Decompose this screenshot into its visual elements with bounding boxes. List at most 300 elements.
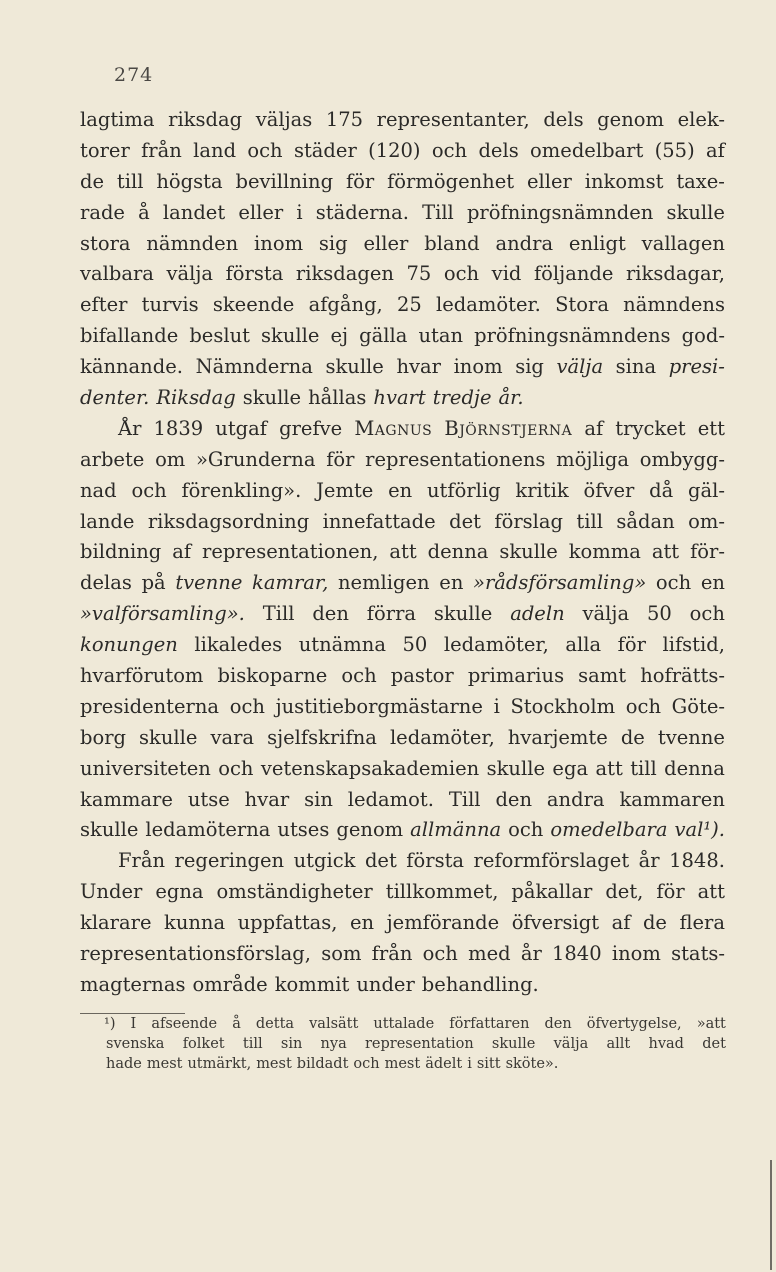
word: representanter,: [376, 108, 530, 131]
text-line: [80, 167, 725, 198]
word: reformförslaget: [473, 849, 630, 873]
footnote-word: sin: [280, 1036, 303, 1052]
word: inom: [453, 355, 503, 379]
word: påkallar: [511, 880, 593, 904]
word: (55): [654, 138, 695, 162]
text-line: [80, 692, 725, 723]
word: eller: [363, 231, 409, 255]
word: pröfningsnämndens: [474, 324, 671, 348]
word: utan: [418, 324, 464, 348]
word: de: [80, 169, 105, 193]
word: i: [296, 200, 303, 224]
body-text: [80, 105, 725, 1001]
word: om-: [688, 509, 725, 533]
word: Björnstjerna: [444, 416, 573, 440]
word: ledamöter.: [436, 293, 541, 317]
text-line: [80, 630, 725, 661]
word: nämndens: [623, 293, 725, 317]
word: skulle: [261, 324, 320, 348]
footnote-word: folket: [182, 1036, 225, 1052]
word: representationsförslag,: [80, 942, 311, 966]
word: utgaf: [215, 416, 267, 440]
word: för: [326, 447, 355, 471]
word: skulle: [433, 602, 493, 626]
word: kommit: [274, 972, 350, 996]
footnote-word: ¹): [104, 1016, 116, 1032]
word: tredje: [432, 386, 492, 410]
word: 1839: [153, 416, 204, 440]
footnote-word: välja: [553, 1036, 589, 1052]
footnote-word: hvad: [648, 1036, 684, 1052]
word: taxe-: [676, 169, 725, 193]
word: första: [225, 262, 284, 286]
word: som: [321, 942, 362, 966]
word: alla: [565, 633, 602, 657]
word: sjelfskrifna: [267, 725, 377, 749]
word: utgick: [293, 849, 356, 873]
footnote-word: uttalade: [373, 1016, 435, 1032]
word: 1848.: [669, 849, 725, 873]
text-line: [80, 785, 725, 816]
word: att: [595, 756, 623, 780]
word: presidenterna: [80, 694, 220, 718]
word: representationen,: [202, 540, 379, 564]
word: skulle: [666, 200, 725, 224]
word: nad: [80, 478, 117, 502]
footnote-word: allt: [606, 1036, 631, 1052]
word: omständigheter: [216, 880, 373, 904]
word: det,: [605, 880, 644, 904]
word: afgång,: [308, 293, 383, 317]
word: 50: [402, 633, 428, 657]
word: af: [706, 138, 725, 162]
word: riksdagsordning: [147, 509, 310, 533]
word: representationens: [365, 447, 546, 471]
word: till: [630, 756, 657, 780]
word: ombygg-: [639, 447, 725, 471]
word: flera: [679, 911, 725, 935]
footnote-word: i: [467, 1056, 472, 1072]
footnote-word: afseende: [151, 1016, 218, 1032]
word: då: [649, 478, 674, 502]
text-line: [80, 321, 725, 352]
text-line: [80, 908, 725, 939]
word: komma: [568, 540, 641, 564]
word: kamrar,: [252, 571, 329, 595]
word: välja: [582, 602, 630, 626]
word: utförlig: [427, 478, 501, 502]
word: stora: [80, 231, 131, 255]
word: arbete: [80, 447, 145, 471]
word: »Grunderna: [196, 447, 316, 471]
word: och: [443, 262, 480, 286]
footnote-word: sköte».: [505, 1056, 559, 1072]
word: en: [350, 911, 375, 935]
word: land: [193, 138, 237, 162]
word: hofrätts-: [640, 664, 725, 688]
word: möjliga: [556, 447, 629, 471]
word: skulle: [486, 756, 546, 780]
word: 25: [396, 293, 422, 317]
word: efter: [80, 293, 128, 317]
word: första: [406, 849, 465, 873]
footnote-word: bildadt: [296, 1056, 349, 1072]
word: hvarjemte: [507, 725, 608, 749]
word: och: [247, 138, 283, 162]
word: en: [700, 571, 725, 595]
word: och: [422, 942, 458, 966]
word: tvenne: [175, 571, 243, 595]
word: gäl-: [687, 478, 725, 502]
text-line: [80, 198, 725, 229]
footnote-word: den: [544, 1016, 572, 1032]
word: riksdagen: [295, 262, 394, 286]
word: utses: [277, 818, 330, 842]
text-line: [80, 507, 725, 538]
word: Riksdag: [156, 386, 236, 410]
word: magternas: [80, 972, 186, 996]
word: nemligen: [337, 571, 430, 595]
text-line: [80, 939, 725, 970]
word: och: [431, 138, 468, 162]
text-line: [80, 229, 725, 260]
word: kännande.: [80, 355, 183, 379]
word: ledamöter,: [443, 633, 549, 657]
word: ej: [330, 324, 349, 348]
word: År: [118, 416, 142, 440]
word: 1840: [551, 942, 602, 966]
word: inom: [254, 231, 304, 255]
word: vid: [491, 262, 522, 286]
text-line: [80, 599, 725, 630]
word: valbara: [80, 262, 154, 286]
footnote-line: [104, 1014, 726, 1034]
word: »valförsamling».: [80, 602, 245, 626]
word: »rådsförsamling»: [473, 571, 647, 595]
word: följande: [533, 262, 614, 286]
footnote-word: å: [232, 1016, 241, 1032]
word: delas: [80, 571, 132, 595]
footnote: [106, 1014, 726, 1074]
word: skulle: [139, 725, 198, 749]
word: genom: [336, 818, 404, 842]
word: från: [141, 138, 182, 162]
word: dels: [478, 138, 519, 162]
word: skulle: [325, 355, 384, 379]
word: utse: [187, 787, 230, 811]
word: inkomst: [584, 169, 664, 193]
text-line: [80, 259, 725, 290]
word: för: [617, 633, 646, 657]
word: kritik: [515, 478, 569, 502]
word: den: [495, 787, 533, 811]
word: andra: [495, 231, 554, 255]
word: år: [638, 849, 660, 873]
word: val¹).: [674, 818, 725, 842]
word: lande: [80, 509, 135, 533]
word: hållas: [308, 386, 367, 410]
word: eller: [527, 169, 572, 193]
word: omedelbart: [530, 138, 644, 162]
word: kammaren: [619, 787, 725, 811]
word: ledamot.: [347, 787, 434, 811]
word: högsta: [156, 169, 223, 193]
word: grefve: [279, 416, 343, 440]
text-line: [80, 476, 725, 507]
text-line: [80, 815, 725, 846]
text-line: [80, 414, 725, 445]
word: vetenskapsakademien: [260, 756, 480, 780]
word: beslut: [189, 324, 250, 348]
word: att: [389, 540, 417, 564]
word: samt: [578, 664, 627, 688]
word: hvarförutom: [80, 664, 204, 688]
word: ega: [552, 756, 589, 780]
footnote-word: valsätt: [309, 1016, 359, 1032]
footnote-word: »att: [696, 1016, 726, 1032]
word: under: [356, 972, 415, 996]
footnote-word: hade: [106, 1056, 142, 1072]
word: andra: [546, 787, 605, 811]
text-line: [80, 970, 725, 1001]
footnote-word: skulle: [491, 1036, 536, 1052]
word: pastor: [390, 664, 454, 688]
word: och: [131, 478, 167, 502]
text-line: [80, 136, 725, 167]
word: till: [576, 509, 603, 533]
footnote-word: och: [353, 1056, 380, 1072]
word: adeln: [510, 602, 565, 626]
text-line: [80, 754, 725, 785]
word: klarare: [80, 911, 152, 935]
word: 50: [646, 602, 672, 626]
word: och: [229, 694, 265, 718]
word: tvenne: [657, 725, 725, 749]
footnote-word: ädelt: [425, 1056, 463, 1072]
word: Till: [262, 602, 295, 626]
word: uppfattas,: [237, 911, 338, 935]
word: välja: [556, 355, 604, 379]
word: bland: [424, 231, 480, 255]
word: att: [651, 540, 680, 564]
word: torer: [80, 138, 130, 162]
word: ledamöterna: [145, 818, 271, 842]
word: justitieborgmästarne: [275, 694, 483, 718]
word: till: [116, 169, 144, 193]
word: med: [468, 942, 511, 966]
word: stats-: [671, 942, 725, 966]
text-line: [80, 290, 725, 321]
footnote-word: författaren: [449, 1016, 530, 1032]
word: god-: [681, 324, 725, 348]
word: lifstid,: [662, 633, 725, 657]
word: universiteten: [80, 756, 211, 780]
word: de: [642, 911, 667, 935]
footnote-word: till: [242, 1036, 263, 1052]
word: och: [655, 571, 692, 595]
word: elek-: [677, 108, 725, 131]
word: bildning: [80, 540, 162, 564]
word: sina: [615, 355, 657, 379]
word: rade: [80, 200, 125, 224]
word: hvar: [396, 355, 441, 379]
page-number: 274: [114, 64, 154, 86]
footnote-word: utmärkt,: [187, 1056, 252, 1072]
word: dels: [543, 108, 584, 131]
word: ledamöter,: [389, 725, 495, 749]
word: 175: [325, 108, 364, 131]
word: på: [141, 571, 166, 595]
word: riksdagar,: [625, 262, 725, 286]
word: om: [155, 447, 186, 471]
word: af: [584, 416, 604, 440]
word: Magnus: [354, 416, 433, 440]
word: trycket: [615, 416, 686, 440]
word: öfver: [583, 478, 635, 502]
word: att: [697, 880, 725, 904]
word: det: [364, 849, 397, 873]
word: Till: [422, 200, 454, 224]
word: Stockholm: [510, 694, 616, 718]
word: af: [611, 911, 631, 935]
text-line: [80, 352, 725, 383]
text-line: [80, 568, 725, 599]
word: välja: [166, 262, 214, 286]
text-line: [80, 846, 725, 877]
word: sig: [318, 231, 348, 255]
word: för-: [690, 540, 725, 564]
footnote-line: [106, 1054, 726, 1074]
word: för: [345, 169, 375, 193]
word: område: [192, 972, 268, 996]
word: ett: [697, 416, 725, 440]
word: och: [341, 664, 377, 688]
word: skulle: [499, 540, 558, 564]
word: förmögenhet: [387, 169, 515, 193]
word: för: [656, 880, 685, 904]
word: den: [312, 602, 349, 626]
word: riksdag: [168, 108, 243, 131]
text-line: [80, 661, 725, 692]
word: Jemte: [316, 478, 374, 502]
footnote-word: sitt: [476, 1056, 501, 1072]
word: kammare: [80, 787, 173, 811]
word: lagtima: [80, 108, 155, 131]
footnote-word: mest: [146, 1056, 183, 1072]
word: år.: [498, 386, 524, 410]
word: bifallande: [80, 324, 179, 348]
word: presi-: [668, 355, 725, 379]
word: och: [218, 756, 254, 780]
word: gälla: [359, 324, 408, 348]
footnote-word: öfvertygelse,: [586, 1016, 682, 1032]
word: vallagen: [641, 231, 725, 255]
word: jemförande: [386, 911, 500, 935]
word: enligt: [568, 231, 626, 255]
word: inom: [611, 942, 661, 966]
word: skeende: [212, 293, 295, 317]
word: Till: [448, 787, 481, 811]
footnote-word: detta: [255, 1016, 295, 1032]
word: denna: [664, 756, 725, 780]
word: genom: [597, 108, 664, 131]
word: och: [508, 818, 544, 842]
word: primarius: [467, 664, 565, 688]
word: sin: [304, 787, 333, 811]
word: Göte-: [671, 694, 725, 718]
word: behandling.: [421, 972, 539, 996]
word: städer: [293, 138, 357, 162]
word: en: [388, 478, 413, 502]
text-line: [80, 383, 725, 414]
word: regeringen: [174, 849, 285, 873]
word: de: [620, 725, 645, 749]
text-line: [80, 877, 725, 908]
word: allmänna: [410, 818, 502, 842]
word: förslag: [494, 509, 564, 533]
word: biskoparne: [217, 664, 328, 688]
word: (120): [368, 138, 421, 162]
word: pröfningsnämnden: [466, 200, 654, 224]
text-line: [80, 445, 725, 476]
word: förenkling».: [181, 478, 302, 502]
word: nämnden: [146, 231, 239, 255]
word: hvart: [373, 386, 426, 410]
word: väljas: [255, 108, 313, 131]
word: en: [439, 571, 464, 595]
word: omedelbara: [550, 818, 668, 842]
text-line: [80, 723, 725, 754]
page-edge-mark: [770, 1160, 772, 1270]
word: tillkommet,: [385, 880, 499, 904]
word: och: [625, 694, 662, 718]
word: sig: [515, 355, 544, 379]
word: innefattade: [322, 509, 436, 533]
word: Nämnderna: [195, 355, 313, 379]
text-line: [80, 537, 725, 568]
word: konungen: [80, 633, 178, 657]
word: vara: [210, 725, 255, 749]
word: förra: [366, 602, 417, 626]
word: år: [520, 942, 542, 966]
word: kunna: [164, 911, 226, 935]
word: likaledes: [194, 633, 283, 657]
footnote-word: mest: [384, 1056, 421, 1072]
word: utnämna: [298, 633, 386, 657]
footnote-word: nya: [320, 1036, 347, 1052]
text-line: [80, 105, 725, 136]
footnote-word: representation: [364, 1036, 474, 1052]
footnote-line: [106, 1034, 726, 1054]
footnote-word: I: [130, 1016, 137, 1032]
footnote-word: det: [702, 1036, 726, 1052]
word: eller: [238, 200, 284, 224]
word: öfversigt: [511, 911, 600, 935]
word: af: [172, 540, 192, 564]
word: och: [689, 602, 725, 626]
word: egna: [155, 880, 204, 904]
word: Från: [118, 849, 166, 873]
word: turvis: [141, 293, 199, 317]
word: 75: [406, 262, 432, 286]
word: det: [449, 509, 481, 533]
word: från: [371, 942, 413, 966]
word: bevillning: [235, 169, 334, 193]
word: å: [138, 200, 150, 224]
word: i: [493, 694, 500, 718]
word: denter.: [80, 386, 150, 410]
word: skulle: [242, 386, 302, 410]
